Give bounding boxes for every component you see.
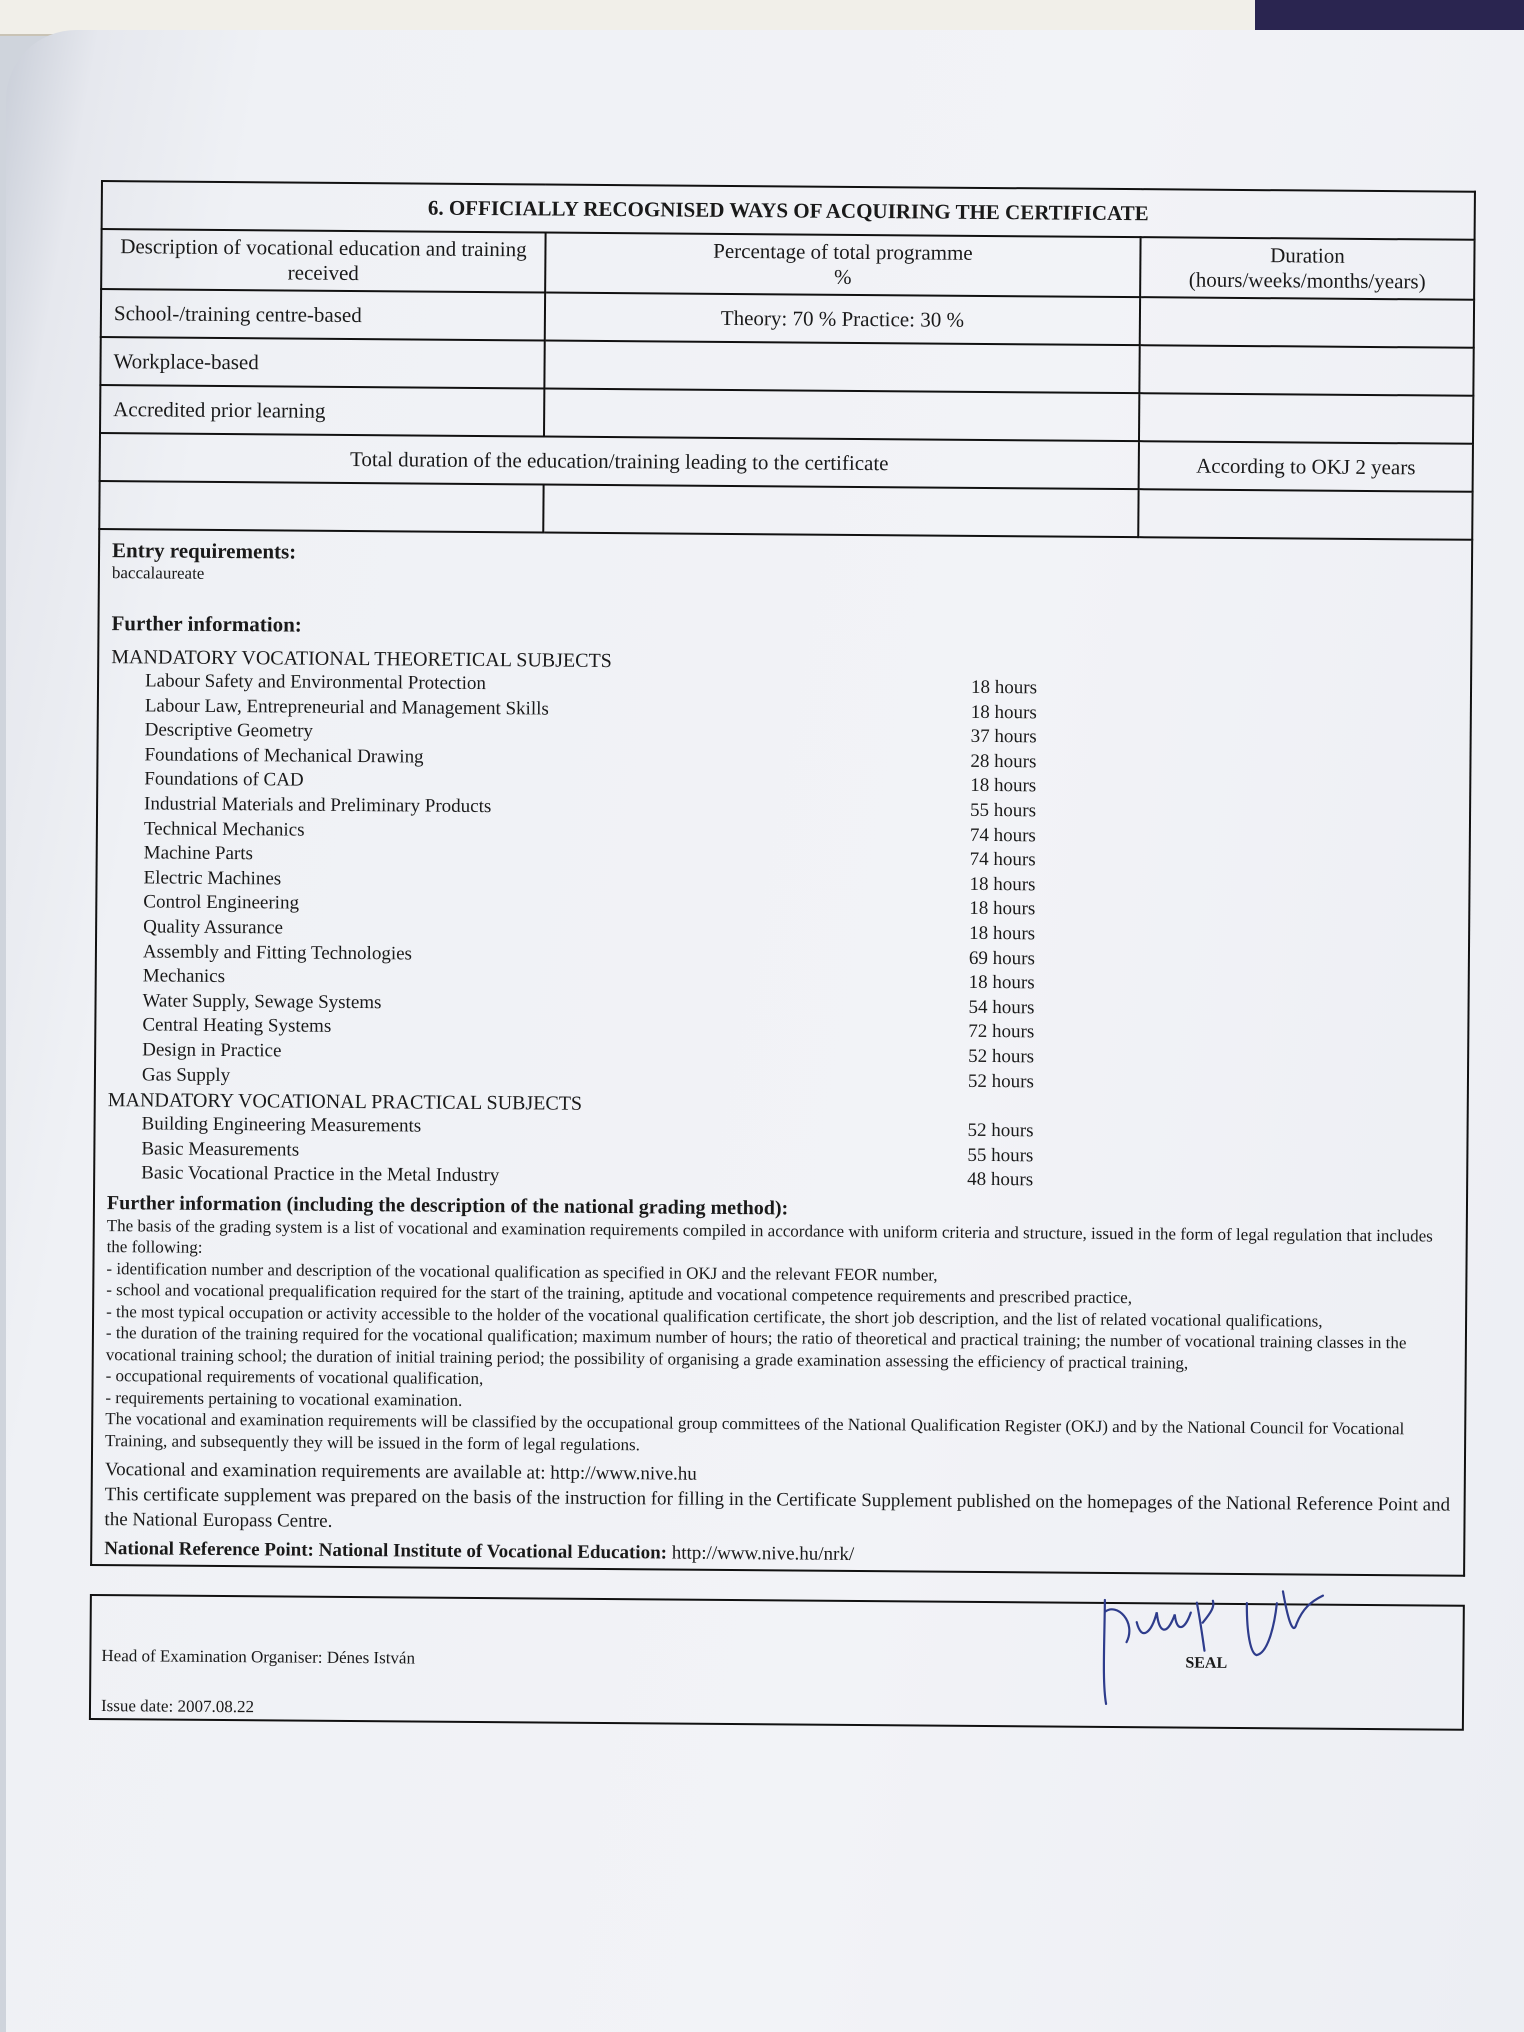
subject-name: Central Heating Systems	[142, 1014, 332, 1038]
header-percentage	[545, 232, 1140, 297]
subject-name: Machine Parts	[143, 842, 254, 865]
availability-note: Vocational and examination requirements are available at: http://www.nive.hu	[104, 1459, 697, 1486]
certificate-section	[89, 180, 1476, 1731]
nrp-label: National Reference Point: National Institute of Vocational Education:	[104, 1538, 668, 1564]
theoretical-subject-list	[108, 669, 1458, 1098]
subject-name: Labour Safety and Environmental Protection	[144, 670, 486, 695]
subject-name: Descriptive Geometry	[144, 719, 314, 742]
entry-heading: Entry requirements:	[111, 538, 297, 564]
head-of-examination: Head of Examination Organiser: Dénes István	[101, 1646, 416, 1668]
grading-item: - occupational requirements of vocational qualification,	[105, 1366, 484, 1389]
subject-hours: 48 hours	[967, 1169, 1034, 1191]
seal-label: SEAL	[1185, 1654, 1228, 1673]
row-label: Workplace-based	[100, 337, 544, 388]
practical-heading: MANDATORY VOCATIONAL PRACTICAL SUBJECTS	[107, 1089, 583, 1115]
national-reference-point	[104, 1538, 1451, 1571]
subject-hours: 52 hours	[968, 1045, 1035, 1068]
subject-hours: 55 hours	[969, 799, 1037, 822]
grading-item: - identification number and description of the vocational qualification as specified in OKJ and the relevant FEOR number,	[106, 1258, 938, 1285]
total-value: According to OKJ 2 years	[1139, 441, 1473, 492]
subject-hours: 72 hours	[968, 1021, 1035, 1043]
header-description: Description of vocational education and training received	[101, 229, 545, 292]
row-duration	[1139, 393, 1473, 444]
section-title: 6. OFFICIALLY RECOGNISED WAYS OF ACQUIRING THE CERTIFICATE	[102, 181, 1475, 240]
header-duration-unit: (hours/weeks/months/years)	[1188, 267, 1426, 294]
header-percentage-unit: %	[833, 264, 852, 289]
row-label: Accredited prior learning	[100, 385, 544, 436]
subject-name: Control Engineering	[143, 891, 300, 914]
header-duration	[1140, 237, 1474, 300]
subject-name: Labour Law, Entrepreneurial and Management Skills	[144, 694, 549, 720]
row-duration	[1139, 345, 1473, 396]
grading-intro: The basis of the grading system is a list of vocational and examination requirements compiled in accordance with uniform criteria and structure, issued in the form of legal regulation that includes the following:	[106, 1215, 1433, 1258]
issue-date: Issue date: 2007.08.22	[100, 1696, 255, 1717]
grading-item-list	[105, 1258, 1453, 1419]
subject-name: Foundations of CAD	[144, 768, 304, 791]
empty-cell	[543, 484, 1138, 537]
row-label: School-/training centre-based	[101, 289, 545, 340]
subject-hours: 37 hours	[970, 726, 1037, 748]
subject-hours: 69 hours	[968, 947, 1035, 969]
subject-hours: 18 hours	[969, 873, 1036, 896]
subject-hours: 55 hours	[967, 1144, 1034, 1167]
subject-name: Design in Practice	[142, 1039, 282, 1062]
subject-hours: 74 hours	[969, 849, 1036, 871]
row-percentage: Theory: 70 % Practice: 30 %	[545, 292, 1140, 345]
subject-hours: 74 hours	[969, 824, 1036, 846]
theoretical-heading: MANDATORY VOCATIONAL THEORETICAL SUBJECTS	[111, 646, 612, 673]
subject-name: Mechanics	[142, 965, 226, 988]
subject-name: Water Supply, Sewage Systems	[142, 990, 382, 1013]
subject-name: Basic Vocational Practice in the Metal Industry	[141, 1162, 500, 1187]
handwritten-signature	[1096, 1582, 1367, 1708]
row-percentage	[544, 340, 1139, 393]
subject-name: Electric Machines	[143, 867, 282, 890]
practical-subject-list	[107, 1112, 1455, 1196]
subject-hours: 52 hours	[967, 1119, 1034, 1142]
information-box	[90, 530, 1473, 1577]
subject-hours: 18 hours	[970, 701, 1037, 723]
subject-hours: 28 hours	[970, 750, 1037, 773]
header-duration-label: Duration	[1270, 243, 1345, 268]
empty-cell	[1138, 489, 1472, 540]
entry-value: baccalaureate	[111, 563, 205, 583]
row-duration	[1140, 297, 1474, 348]
header-percentage-label: Percentage of total programme	[713, 238, 973, 265]
subject-name: Technical Mechanics	[143, 817, 305, 841]
grading-closing: The vocational and examination requirements will be classified by the occupational group committees of the National Qualification Register (OKJ) and by the National Council for Vocational Training, and subsequently they will be issued in the form of legal regulations.	[105, 1409, 1405, 1455]
grading-item: - the duration of the training required for the vocational qualification; maximum number of hours; the ratio of theoretical and practical training; the number of vocational training classes in the vocational training school; the duration of initial training period; the possibility of organising a grade examination assessing the efficiency of practical training,	[105, 1323, 1407, 1373]
subject-hours: 18 hours	[970, 676, 1038, 699]
row-percentage	[544, 388, 1139, 441]
subject-name: Building Engineering Measurements	[141, 1113, 422, 1137]
subject-name: Industrial Materials and Preliminary Products	[144, 793, 492, 818]
empty-cell	[99, 481, 543, 532]
document-page	[6, 30, 1524, 2032]
subject-hours: 18 hours	[969, 922, 1036, 945]
subject-hours: 18 hours	[970, 775, 1037, 797]
subject-name: Assembly and Fitting Technologies	[142, 940, 413, 964]
subject-hours: 18 hours	[968, 971, 1035, 994]
table-header-row	[101, 229, 1474, 300]
grading-item: - the most typical occupation or activity accessible to the holder of the vocational qualification certificate, the short job description, and the list of related vocational qualifications,	[106, 1301, 1323, 1331]
subject-name: Foundations of Mechanical Drawing	[144, 744, 424, 768]
supplement-note: This certificate supplement was prepared on the basis of the instruction for filling in the Certificate Supplement published on the homepages of the National Reference Point and the National Europass Centre.	[104, 1484, 1451, 1533]
further-heading: Further information:	[111, 611, 302, 637]
subject-name: Gas Supply	[141, 1063, 231, 1086]
signature-box	[89, 1594, 1465, 1731]
nrp-url: http://www.nive.hu/nrk/	[671, 1542, 855, 1566]
subject-name: Quality Assurance	[143, 916, 284, 939]
acquisition-ways-table	[98, 180, 1476, 541]
grading-item: - requirements pertaining to vocational examination.	[105, 1387, 463, 1410]
subject-name: Basic Measurements	[141, 1138, 300, 1161]
total-label: Total duration of the education/training leading to the certificate	[100, 433, 1139, 489]
subject-hours: 54 hours	[968, 996, 1035, 1019]
subject-hours: 18 hours	[969, 898, 1036, 920]
grading-heading: Further information (including the description of the national grading method):	[106, 1191, 789, 1220]
subject-hours: 52 hours	[967, 1070, 1035, 1092]
grading-item: - school and vocational prequalification required for the start of the training, aptitude and vocational competence requirements and prescribed practice,	[106, 1280, 1133, 1308]
